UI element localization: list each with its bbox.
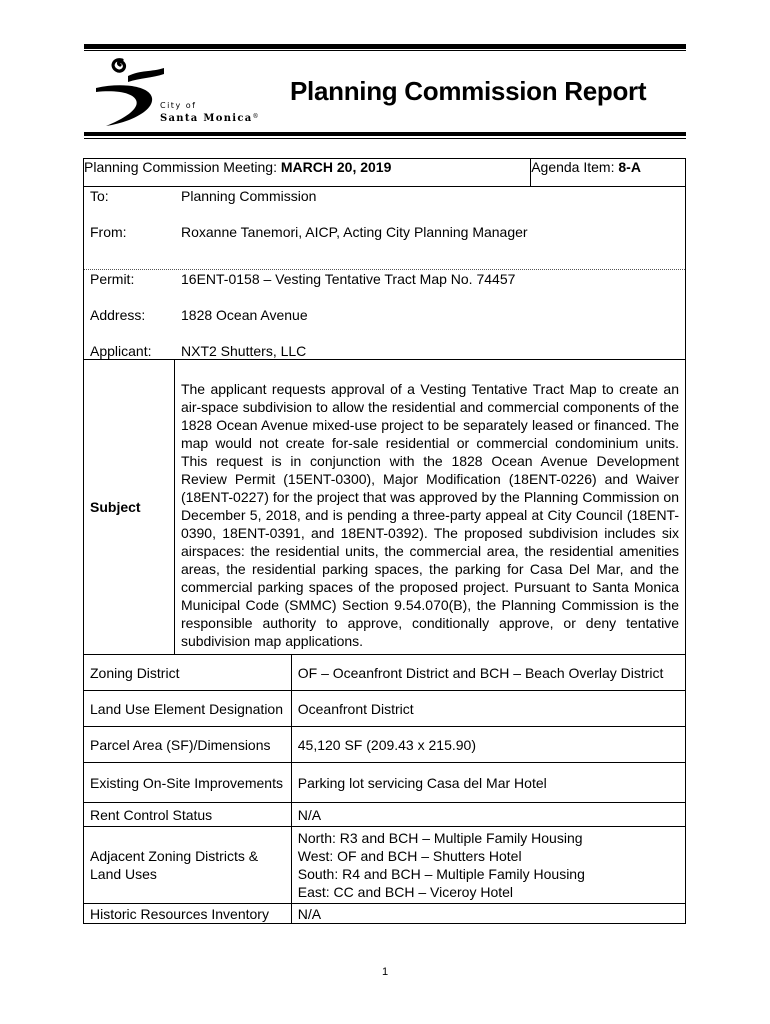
info-cell <box>84 187 686 360</box>
detail-value-parcel: 45,120 SF (209.43 x 215.90) <box>291 727 685 763</box>
detail-label-rent-control: Rent Control Status <box>84 803 292 827</box>
from-label: From: <box>90 224 127 240</box>
address-value: 1828 Ocean Avenue <box>181 307 308 323</box>
report-title: Planning Commission Report <box>290 76 647 106</box>
info-row <box>84 187 686 360</box>
detail-row-improvements <box>84 763 686 803</box>
agenda-label: Agenda Item: <box>531 159 615 175</box>
adjacent-north: North: R3 and BCH – Multiple Family Housing <box>297 830 583 846</box>
from-value: Roxanne Tanemori, AICP, Acting City Planning Manager <box>181 224 528 240</box>
from-line <box>90 224 528 240</box>
header-rule-top-thin <box>84 50 686 51</box>
subject-label: Subject <box>84 360 175 655</box>
detail-value-zoning: OF – Oceanfront District and BCH – Beach Overlay District <box>291 655 685 691</box>
subject-row <box>84 360 686 655</box>
detail-value-land-use: Oceanfront District <box>291 691 685 727</box>
detail-value-rent-control: N/A <box>291 803 685 827</box>
meeting-label: Planning Commission Meeting: <box>84 159 277 175</box>
to-value: Planning Commission <box>181 188 317 204</box>
logo-santa-monica-name: Santa Monica <box>160 113 253 124</box>
adjacent-west: West: OF and BCH – Shutters Hotel <box>297 848 522 864</box>
applicant-value: NXT2 Shutters, LLC <box>181 343 307 359</box>
address-line <box>90 307 308 323</box>
subject-text: The applicant requests approval of a Vesting Tentative Tract Map to create an air-space subdivision to allow the residential and commercial components of the 1828 Ocean Avenue mixed-use project to be separately leased or financed. The map would not create for-sale residential or commercial condominium units. This request is in conjunction with the 1828 Ocean Avenue Development Review Permit (15ENT-0300), Major Modification (18ENT-0226) and Waiver (18ENT-0227) for the project that was approved by the Planning Commission on December 5, 2018, and is pending a three-party appeal at City Council (18ENT-0390, 18ENT-0391, and 18ENT-0392). The proposed subdivision includes six airspaces: the residential units, the commercial area, the residential amenities areas, the residential parking spaces, the parking for Casa Del Mar, and the commercial parking spaces of the proposed project. Pursuant to Santa Monica Municipal Code (SMMC) Section 9.54.070(B), the Planning Commission is the responsible authority to approve, conditionally approve, or deny tentative subdivision map applications. <box>174 360 685 655</box>
info-block <box>84 187 685 333</box>
detail-label-historic: Historic Resources Inventory <box>84 904 292 924</box>
logo-city-of-text: City of <box>160 101 197 110</box>
meeting-date: MARCH 20, 2019 <box>280 159 392 175</box>
address-label: Address: <box>90 307 146 323</box>
permit-line <box>90 271 515 287</box>
detail-label-parcel: Parcel Area (SF)/Dimensions <box>84 727 292 763</box>
detail-value-historic: N/A <box>291 904 685 924</box>
detail-label-adjacent: Adjacent Zoning Districts & Land Uses <box>84 827 292 904</box>
header-rule-bottom-thin <box>84 138 686 139</box>
applicant-line <box>90 343 306 359</box>
detail-row-zoning <box>84 655 686 691</box>
meeting-cell <box>84 159 531 187</box>
info-separator <box>84 269 685 270</box>
page-number: 1 <box>381 966 389 978</box>
detail-row-adjacent <box>84 827 686 904</box>
meeting-row <box>84 159 686 187</box>
detail-label-improvements: Existing On-Site Improvements <box>84 763 292 803</box>
agenda-cell <box>531 159 686 187</box>
detail-value-adjacent <box>291 827 685 904</box>
detail-row-rent-control <box>84 803 686 827</box>
detail-row-land-use <box>84 691 686 727</box>
permit-value: 16ENT-0158 – Vesting Tentative Tract Map No. 74457 <box>181 271 516 287</box>
applicant-block <box>84 333 685 359</box>
agenda-item-value: 8-A <box>618 159 641 175</box>
applicant-label: Applicant: <box>90 343 152 359</box>
to-label: To: <box>90 188 109 204</box>
logo-santa-monica-text <box>160 113 260 124</box>
report-table <box>83 158 686 924</box>
adjacent-south: South: R4 and BCH – Multiple Family Housing <box>297 866 585 882</box>
detail-label-zoning: Zoning District <box>84 655 292 691</box>
logo-registered-mark: ® <box>252 113 260 120</box>
header-rule-bottom <box>84 132 686 136</box>
to-line <box>90 188 316 204</box>
detail-row-parcel <box>84 727 686 763</box>
adjacent-east: East: CC and BCH – Viceroy Hotel <box>297 884 514 900</box>
header-rule-top <box>84 44 686 49</box>
detail-row-historic <box>84 904 686 924</box>
detail-label-land-use: Land Use Element Designation <box>84 691 292 727</box>
permit-label: Permit: <box>90 271 135 287</box>
detail-value-improvements: Parking lot servicing Casa del Mar Hotel <box>291 763 685 803</box>
